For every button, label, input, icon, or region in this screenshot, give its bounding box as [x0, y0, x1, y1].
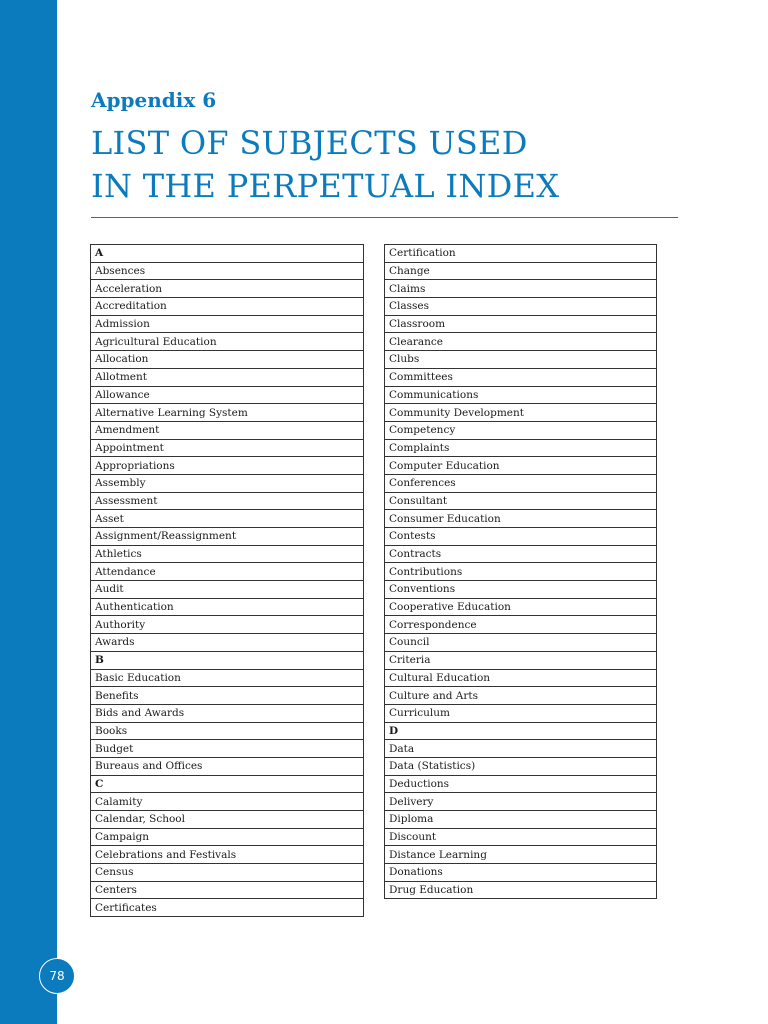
title-divider [91, 217, 678, 218]
subject-row [385, 669, 657, 687]
subject-row [385, 775, 657, 793]
subject-cell: Distance Learning [385, 846, 657, 864]
subject-row [385, 846, 657, 864]
subject-table-left [90, 244, 364, 917]
subject-cell: Community Development [385, 404, 657, 422]
subject-row [91, 846, 364, 864]
subject-row [385, 298, 657, 316]
subject-cell: Cooperative Education [385, 598, 657, 616]
subject-cell: Bids and Awards [91, 704, 364, 722]
subject-cell: Cultural Education [385, 669, 657, 687]
subject-cell: Authority [91, 616, 364, 634]
subject-cell: Discount [385, 828, 657, 846]
subject-row [385, 651, 657, 669]
subject-row [385, 457, 657, 475]
subject-cell: Accreditation [91, 298, 364, 316]
subject-cell: Assignment/Reassignment [91, 528, 364, 546]
subject-row [91, 563, 364, 581]
subject-row [385, 280, 657, 298]
subject-cell: Absences [91, 262, 364, 280]
subject-cell: Campaign [91, 828, 364, 846]
subject-row [385, 262, 657, 280]
subject-cell: Culture and Arts [385, 687, 657, 705]
subject-row [91, 669, 364, 687]
subject-row [385, 634, 657, 652]
subject-row [385, 492, 657, 510]
subject-row [385, 864, 657, 882]
subject-cell: Agricultural Education [91, 333, 364, 351]
subject-row [91, 704, 364, 722]
subject-cell: Communications [385, 386, 657, 404]
subject-row [385, 828, 657, 846]
subject-row [385, 421, 657, 439]
subject-row [91, 368, 364, 386]
subject-row [385, 404, 657, 422]
subject-row [385, 793, 657, 811]
subject-row [385, 545, 657, 563]
subject-cell: Asset [91, 510, 364, 528]
subject-row [91, 899, 364, 917]
subject-cell: Bureaus and Offices [91, 757, 364, 775]
subject-row [91, 545, 364, 563]
page-title [91, 122, 559, 208]
subject-row [91, 864, 364, 882]
subject-cell: Benefits [91, 687, 364, 705]
subject-cell: Data [385, 740, 657, 758]
subject-row [385, 315, 657, 333]
subject-cell: Budget [91, 740, 364, 758]
subject-cell: Clearance [385, 333, 657, 351]
subject-cell: Attendance [91, 563, 364, 581]
subject-cell: Assembly [91, 474, 364, 492]
letter-heading-row [91, 775, 364, 793]
subject-row [385, 687, 657, 705]
subject-cell: Assessment [91, 492, 364, 510]
subject-row [385, 386, 657, 404]
subject-cell: Consumer Education [385, 510, 657, 528]
subject-cell: Calendar, School [91, 811, 364, 829]
letter-heading-row [91, 651, 364, 669]
subject-row [91, 528, 364, 546]
subject-cell: Contracts [385, 545, 657, 563]
letter-heading: A [91, 245, 364, 263]
page-title-line-2: IN THE PERPETUAL INDEX [91, 167, 560, 205]
subject-row [385, 881, 657, 899]
subject-cell: Athletics [91, 545, 364, 563]
subject-cell: Appointment [91, 439, 364, 457]
subject-row [385, 333, 657, 351]
subject-cell: Books [91, 722, 364, 740]
subject-row [91, 315, 364, 333]
subject-row [91, 811, 364, 829]
subject-row [91, 881, 364, 899]
subject-row [385, 439, 657, 457]
subject-row [91, 634, 364, 652]
subject-row [91, 740, 364, 758]
subject-cell: Claims [385, 280, 657, 298]
subject-row [385, 704, 657, 722]
subject-cell: Contributions [385, 563, 657, 581]
subject-cell: Diploma [385, 811, 657, 829]
letter-heading: B [91, 651, 364, 669]
subject-row [385, 757, 657, 775]
subject-cell: Consultant [385, 492, 657, 510]
subject-cell: Calamity [91, 793, 364, 811]
subject-cell: Centers [91, 881, 364, 899]
subject-cell: Drug Education [385, 881, 657, 899]
subject-row [91, 598, 364, 616]
subject-cell: Classes [385, 298, 657, 316]
subject-row [91, 421, 364, 439]
subject-row [91, 333, 364, 351]
subject-cell: Certification [385, 245, 657, 263]
subject-cell: Basic Education [91, 669, 364, 687]
subject-row [385, 598, 657, 616]
subject-row [385, 368, 657, 386]
subject-row [385, 510, 657, 528]
subject-cell: Amendment [91, 421, 364, 439]
letter-heading: C [91, 775, 364, 793]
letter-heading: D [385, 722, 657, 740]
subject-cell: Alternative Learning System [91, 404, 364, 422]
subject-row [91, 492, 364, 510]
subject-cell: Competency [385, 421, 657, 439]
subject-row [385, 616, 657, 634]
subject-cell: Authentication [91, 598, 364, 616]
subject-cell: Allowance [91, 386, 364, 404]
subject-cell: Certificates [91, 899, 364, 917]
subject-cell: Change [385, 262, 657, 280]
side-color-bar [0, 0, 57, 1024]
subject-cell: Curriculum [385, 704, 657, 722]
subject-cell: Conventions [385, 581, 657, 599]
subject-row [91, 280, 364, 298]
subject-cell: Appropriations [91, 457, 364, 475]
subject-row [91, 351, 364, 369]
subject-row [91, 457, 364, 475]
subject-row [91, 757, 364, 775]
subject-row [385, 245, 657, 263]
subject-cell: Acceleration [91, 280, 364, 298]
subject-row [385, 351, 657, 369]
subject-row [91, 386, 364, 404]
subject-row [91, 616, 364, 634]
subject-row [91, 793, 364, 811]
subject-cell: Admission [91, 315, 364, 333]
subject-cell: Allocation [91, 351, 364, 369]
subject-cell: Allotment [91, 368, 364, 386]
subject-cell: Audit [91, 581, 364, 599]
subject-row [91, 722, 364, 740]
subject-row [91, 439, 364, 457]
subject-cell: Delivery [385, 793, 657, 811]
appendix-label: Appendix 6 [91, 88, 217, 112]
subject-cell: Council [385, 634, 657, 652]
subject-cell: Celebrations and Festivals [91, 846, 364, 864]
subject-cell: Contests [385, 528, 657, 546]
subject-cell: Classroom [385, 315, 657, 333]
subject-row [385, 563, 657, 581]
subject-cell: Awards [91, 634, 364, 652]
subject-row [91, 828, 364, 846]
subject-row [385, 474, 657, 492]
subject-cell: Computer Education [385, 457, 657, 475]
subject-row [91, 404, 364, 422]
subject-row [385, 811, 657, 829]
subject-row [385, 528, 657, 546]
page-title-line-1: LIST OF SUBJECTS USED [91, 124, 528, 162]
subject-cell: Committees [385, 368, 657, 386]
subject-row [91, 510, 364, 528]
subject-row [385, 740, 657, 758]
letter-heading-row [91, 245, 364, 263]
subject-cell: Complaints [385, 439, 657, 457]
subject-row [91, 687, 364, 705]
subject-cell: Deductions [385, 775, 657, 793]
subject-cell: Data (Statistics) [385, 757, 657, 775]
subject-cell: Donations [385, 864, 657, 882]
subject-row [91, 474, 364, 492]
letter-heading-row [385, 722, 657, 740]
subject-cell: Criteria [385, 651, 657, 669]
subject-row [91, 298, 364, 316]
subject-cell: Correspondence [385, 616, 657, 634]
subject-cell: Census [91, 864, 364, 882]
subject-row [91, 262, 364, 280]
subject-cell: Conferences [385, 474, 657, 492]
subject-row [385, 581, 657, 599]
subject-cell: Clubs [385, 351, 657, 369]
subject-table-right [384, 244, 657, 899]
page-number-badge: 78 [39, 958, 75, 994]
subject-row [91, 581, 364, 599]
